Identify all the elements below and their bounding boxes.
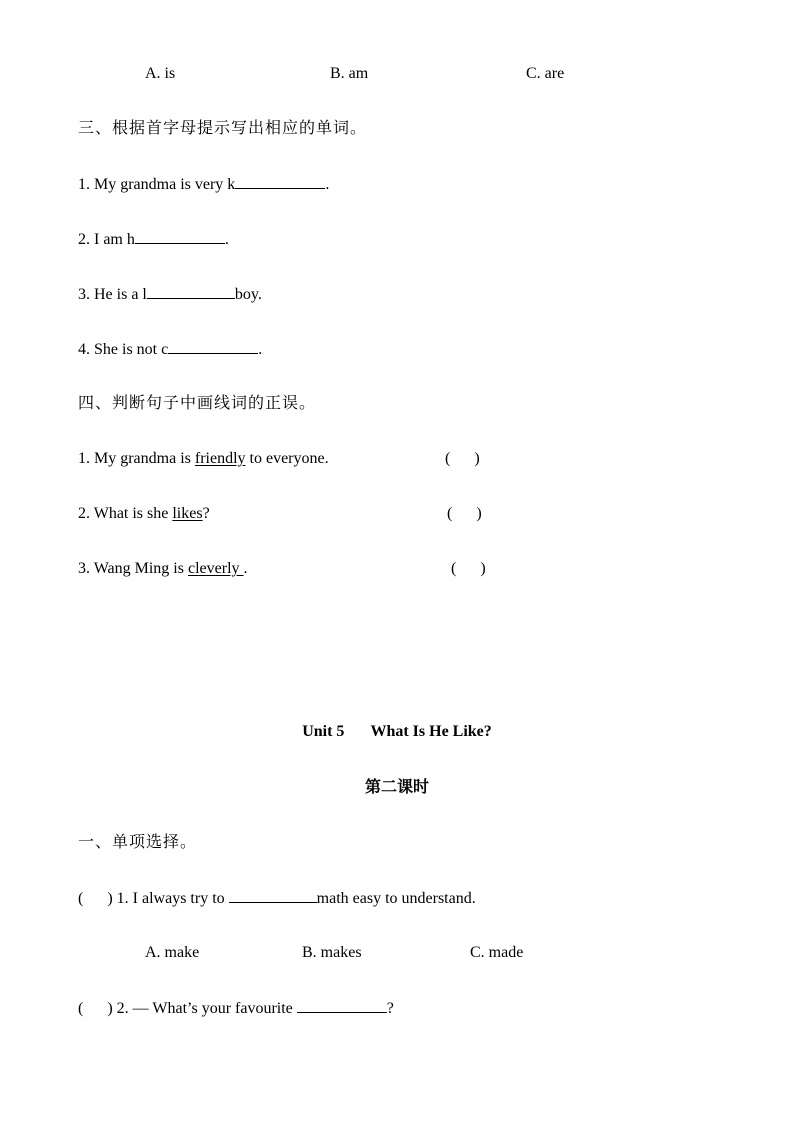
s3-item-4-text: 4. She is not c — [78, 341, 169, 358]
unit-name: What Is He Like? — [370, 723, 492, 740]
answer-parentheses[interactable]: ( ) — [445, 450, 480, 467]
s1-question-1 — [78, 888, 476, 909]
option-c: C. are — [526, 65, 565, 82]
q1-option-a: A. make — [145, 944, 200, 961]
fill-blank[interactable] — [168, 339, 258, 354]
fill-blank[interactable] — [297, 998, 387, 1013]
unit-title — [0, 722, 794, 742]
q1-option-c: C. made — [470, 944, 524, 961]
s1-q2-text: 2. — What’s your favourite — [112, 1000, 297, 1017]
answer-parentheses[interactable]: ( ) — [78, 890, 113, 907]
answer-parentheses[interactable]: ( ) — [78, 1000, 113, 1017]
s4-item-3-text: 3. Wang Ming is — [78, 560, 188, 577]
section1-heading: 一、单项选择。 — [78, 834, 198, 851]
s3-item-3-text: 3. He is a l — [78, 286, 147, 303]
s4-item-3-end: . — [243, 560, 248, 577]
lesson-title: 第二课时 — [364, 779, 429, 796]
underlined-word: likes — [172, 505, 203, 522]
s3-item-3-end: boy. — [234, 286, 262, 303]
answer-parentheses[interactable]: ( ) — [447, 505, 482, 522]
s4-item-1-end: to everyone. — [245, 450, 329, 467]
s3-item-2-end: . — [224, 231, 229, 248]
s1-q1-text: 1. I always try to — [112, 890, 229, 907]
s3-item-1 — [78, 174, 329, 195]
s4-item-1 — [78, 449, 329, 469]
underlined-word: friendly — [194, 450, 246, 467]
s3-item-2-text: 2. I am h — [78, 231, 135, 248]
fill-blank[interactable] — [147, 284, 235, 299]
section3-heading: 三、根据首字母提示写出相应的单词。 — [78, 120, 368, 137]
s3-item-1-end: . — [325, 176, 330, 193]
s3-item-4-end: . — [258, 341, 263, 358]
s1-question-2 — [78, 998, 394, 1019]
s4-item-2-text: 2. What is she — [78, 505, 173, 522]
fill-blank[interactable] — [229, 888, 317, 903]
q1-option-b: B. makes — [302, 944, 362, 961]
option-a: A. is — [145, 65, 176, 82]
unit-number: Unit 5 — [302, 723, 345, 740]
s3-item-1-text: 1. My grandma is very k — [78, 176, 236, 193]
s4-item-3 — [78, 559, 248, 579]
s4-item-1-text: 1. My grandma is — [78, 450, 195, 467]
s4-item-2-end: ? — [202, 505, 210, 522]
s3-item-3 — [78, 284, 262, 305]
underlined-word: cleverly — [187, 560, 244, 577]
answer-parentheses[interactable]: ( ) — [451, 560, 486, 577]
s3-item-4 — [78, 339, 262, 360]
fill-blank[interactable] — [135, 229, 225, 244]
s1-q2-end: ? — [386, 1000, 394, 1017]
fill-blank[interactable] — [235, 174, 325, 189]
option-b: B. am — [330, 65, 369, 82]
s4-item-2 — [78, 504, 210, 524]
s1-q1-end: math easy to understand. — [316, 890, 476, 907]
s3-item-2 — [78, 229, 229, 250]
section4-heading: 四、判断句子中画线词的正误。 — [78, 395, 317, 412]
